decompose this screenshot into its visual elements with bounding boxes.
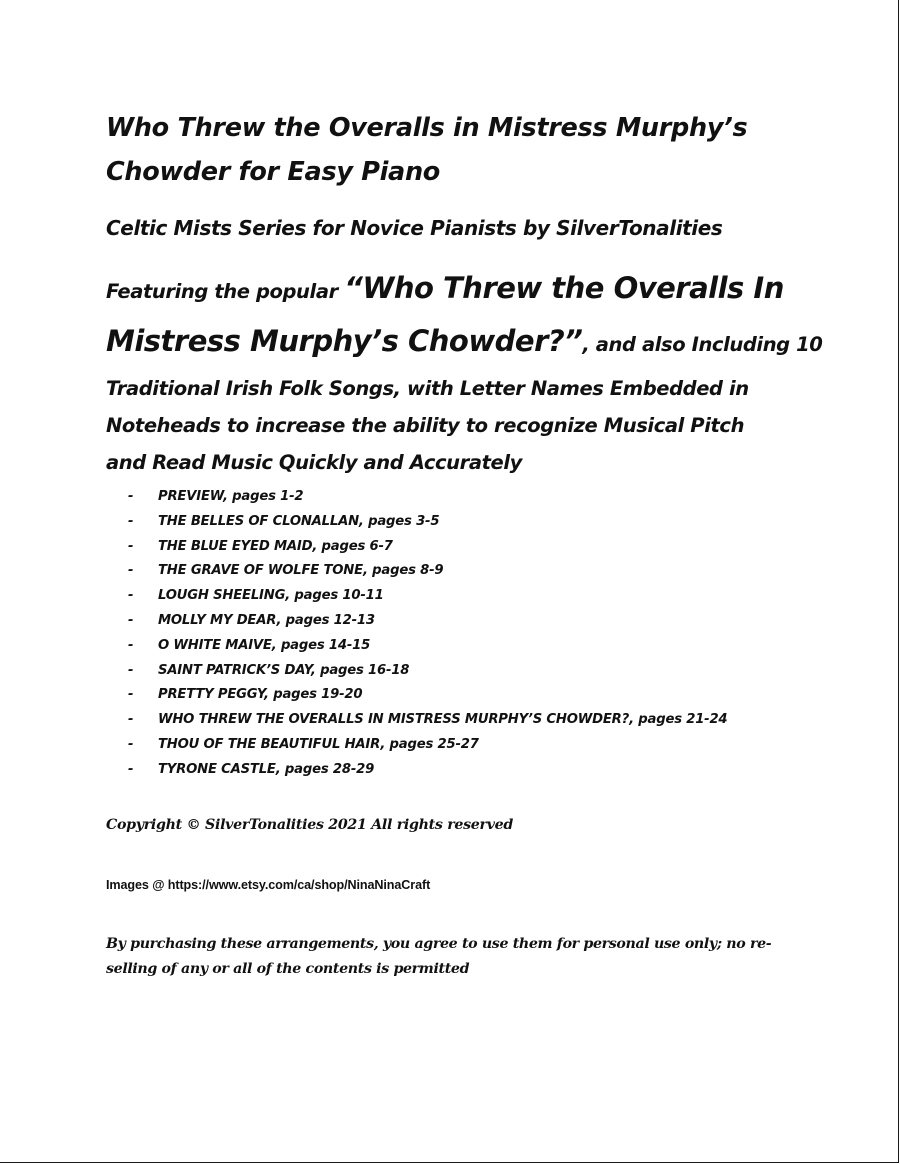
featuring-line-4: Noteheads to increase the ability to recognize Musical Pitch	[106, 414, 745, 437]
list-item	[128, 733, 727, 758]
list-item	[128, 609, 727, 634]
list-marker: -	[128, 662, 134, 678]
list-marker: -	[128, 489, 134, 504]
song-list	[128, 485, 727, 783]
featuring-line-5: and Read Music Quickly and Accurately	[106, 451, 522, 474]
disclaimer-line-1: By purchasing these arrangements, you agree to use them for personal use only; no re-	[106, 936, 772, 952]
list-item	[128, 659, 727, 684]
list-marker: -	[128, 736, 134, 752]
list-marker: -	[128, 712, 134, 728]
song-entry: THE BELLES OF CLONALLAN, pages 3-5	[158, 513, 440, 529]
list-marker: -	[128, 538, 134, 554]
list-marker: -	[128, 588, 134, 604]
song-entry: O WHITE MAIVE, pages 14-15	[158, 637, 371, 653]
disclaimer-line-2: selling of any or all of the contents is permitted	[106, 961, 470, 977]
copyright-notice: Copyright © SilverTonalities 2021 All rights reserved	[106, 817, 513, 833]
page-title	[106, 106, 806, 194]
featuring-suffix: , and also Including 10	[582, 333, 823, 356]
list-item	[128, 758, 727, 783]
list-marker: -	[128, 761, 134, 777]
usage-disclaimer	[106, 932, 796, 982]
song-entry: PRETTY PEGGY, pages 19-20	[158, 687, 363, 703]
featuring-paragraph	[106, 264, 826, 481]
list-item	[128, 708, 727, 733]
song-entry: SAINT PATRICK’S DAY, pages 16-18	[158, 662, 410, 678]
featuring-line-3: Traditional Irish Folk Songs, with Letter Names Embedded in	[106, 377, 749, 400]
list-item	[128, 510, 727, 535]
song-entry: THOU OF THE BEAUTIFUL HAIR, pages 25-27	[158, 736, 479, 752]
list-marker: -	[128, 637, 134, 653]
list-item	[128, 683, 727, 708]
title-line-2: Chowder for Easy Piano	[106, 157, 441, 187]
featured-song-title-part-1: “Who Threw the Overalls In	[344, 271, 784, 305]
featured-song-title-part-2: Mistress Murphy’s Chowder?”	[106, 324, 583, 358]
song-entry: PREVIEW, pages 1-2	[158, 489, 304, 504]
series-subtitle: Celtic Mists Series for Novice Pianists by SilverTonalities	[106, 216, 723, 240]
song-entry: MOLLY MY DEAR, pages 12-13	[158, 612, 375, 628]
list-item	[128, 584, 727, 609]
song-entry: TYRONE CASTLE, pages 28-29	[158, 761, 375, 777]
list-marker: -	[128, 513, 134, 529]
list-item	[128, 634, 727, 659]
song-entry: THE GRAVE OF WOLFE TONE, pages 8-9	[158, 563, 444, 579]
images-credit: Images @ https://www.etsy.com/ca/shop/NinaNinaCraft	[106, 878, 431, 892]
featuring-prefix: Featuring the popular	[106, 280, 345, 303]
featuring-line-1	[106, 264, 826, 316]
list-marker: -	[128, 687, 134, 703]
list-item	[128, 485, 727, 510]
list-item	[128, 559, 727, 584]
song-entry: LOUGH SHEELING, pages 10-11	[158, 588, 384, 604]
list-marker: -	[128, 612, 134, 628]
list-marker: -	[128, 563, 134, 579]
song-entry: THE BLUE EYED MAID, pages 6-7	[158, 538, 393, 554]
featuring-line-2	[106, 316, 826, 370]
list-item	[128, 535, 727, 560]
title-line-1: Who Threw the Overalls in Mistress Murphy’s	[106, 113, 748, 143]
song-entry: WHO THREW THE OVERALLS IN MISTRESS MURPHY’S CHOWDER?, pages 21-24	[158, 712, 728, 728]
